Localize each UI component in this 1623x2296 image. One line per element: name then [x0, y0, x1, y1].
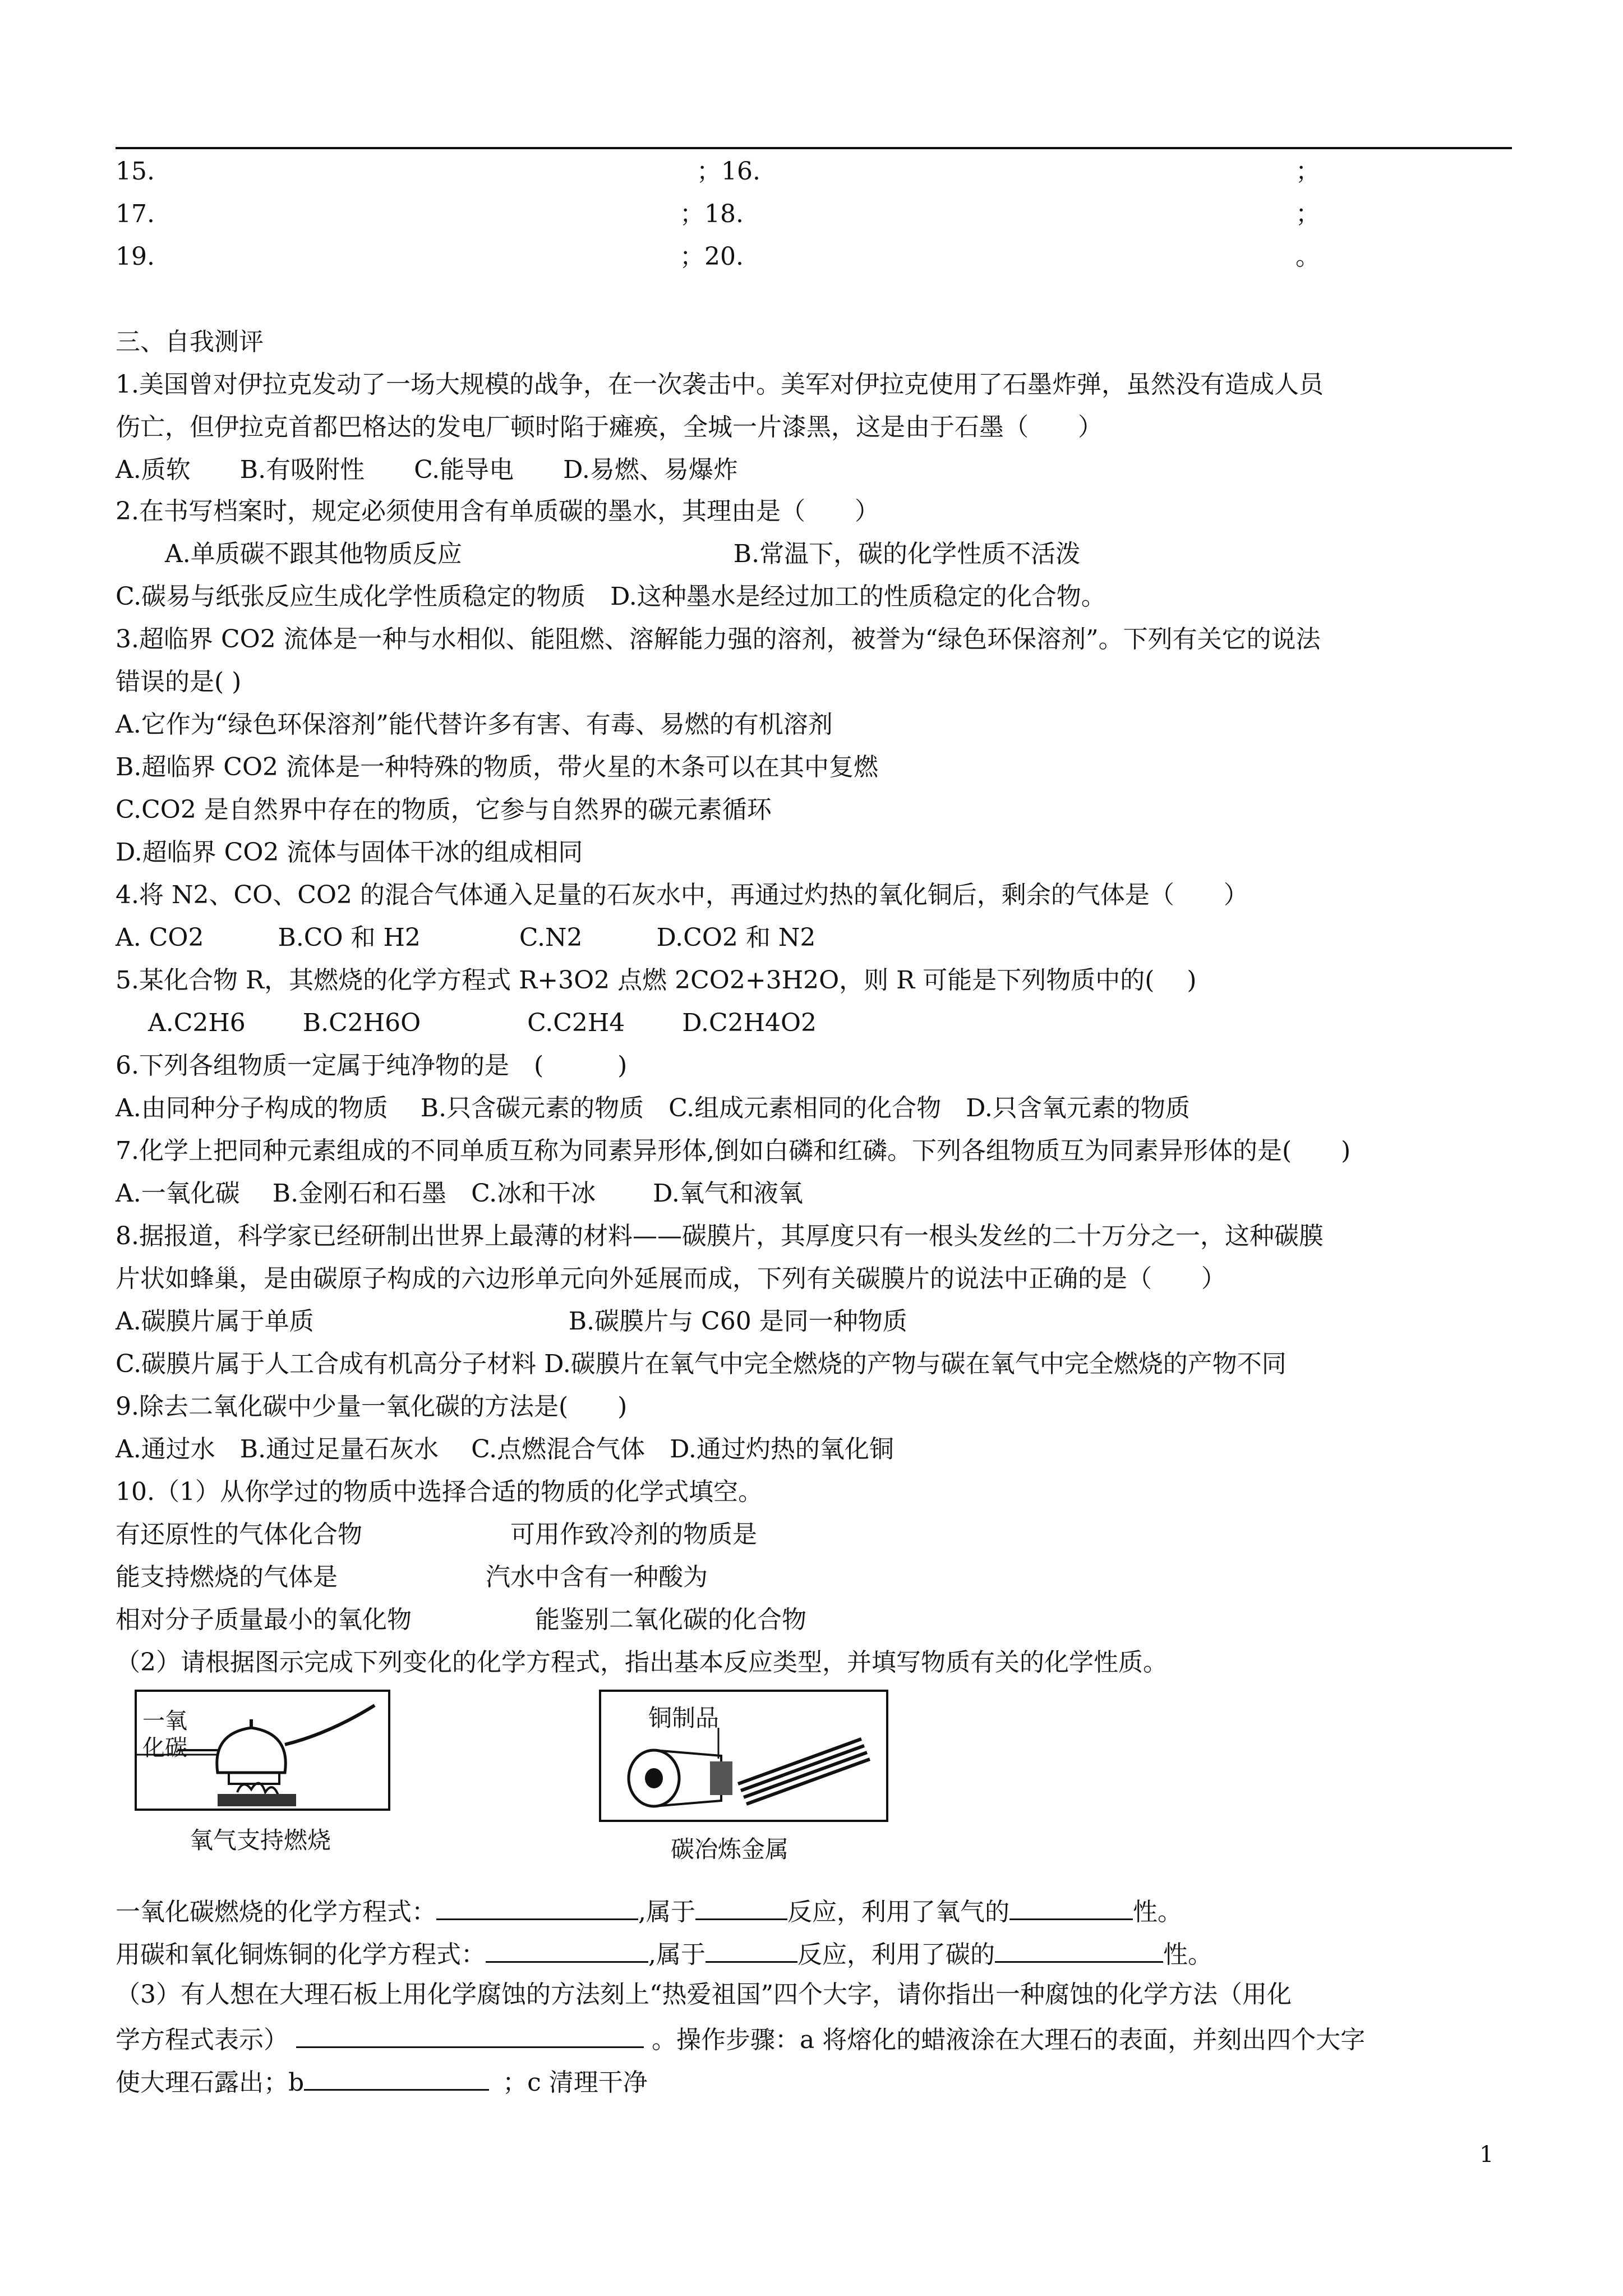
text-line: C.碳膜片属于人工合成有机高分子材料 D.碳膜片在氧气中完全燃烧的产物与碳在氧气中完全燃烧的产物不同 [116, 1350, 1287, 1378]
answer-row [116, 199, 1512, 232]
fill-line-carbon-copper-oxide [116, 1936, 1212, 1971]
text-line: A.它作为“绿色环保溶剂”能代替许多有害、有毒、易燃的有机溶剂 [116, 710, 833, 739]
text-line: 8.据报道，科学家已经研制出世界上最薄的材料——碳膜片，其厚度只有一根头发丝的二十万分之一，这种碳膜 [116, 1222, 1324, 1250]
text-line: A.质软 B.有吸附性 C.能导电 D.易燃、易爆炸 [116, 455, 738, 484]
figure-carbon-smelting [598, 1688, 889, 1863]
section-title: 三、自我测评 [116, 328, 264, 356]
text-line: A. CO2 B.CO 和 H2 C.N2 D.CO2 和 N2 [116, 923, 816, 952]
fill-prefix: 一氧化碳燃烧的化学方程式： [116, 1898, 436, 1926]
text-line: D.超临界 CO2 流体与固体干冰的组成相同 [116, 838, 583, 867]
figure-label-line: 化碳 [142, 1735, 187, 1761]
answer-separator: ；20. [680, 242, 744, 271]
figure-co-burning [133, 1688, 391, 1857]
answer-number: 15. [116, 157, 155, 186]
text-line: C.CO2 是自然界中存在的物质，它参与自然界的碳元素循环 [116, 795, 772, 824]
page-number: 1 [1479, 2142, 1494, 2168]
text-line: 7.化学上把同种元素组成的不同单质互称为同素异形体,倒如白磷和红磷。下列各组物质互为同素异形体的是( ) [116, 1137, 1351, 1165]
answer-separator: ；16. [697, 157, 760, 186]
figure-caption: 氧气支持燃烧 [190, 1826, 331, 1854]
fill-line-part3 [116, 2022, 1365, 2056]
answer-separator: ；18. [680, 200, 744, 228]
top-rule [116, 147, 1512, 149]
text-line: 5.某化合物 R，其燃烧的化学方程式 R+3O2 点燃 2CO2+3H2O，则 R 可能是下列物质中的( ) [116, 966, 1197, 995]
text-line: A.C2H6 B.C2H6O C.C2H4 D.C2H4O2 [116, 1009, 817, 1037]
text-line: 3.超临界 CO2 流体是一种与水相似、能阻燃、溶解能力强的溶剂，被誉为“绿色环保溶剂”。下列有关它的说法 [116, 625, 1321, 654]
fill-line-co-burning [116, 1894, 1182, 1928]
text-line: 6.下列各组物质一定属于纯净物的是 ( ) [116, 1051, 628, 1080]
text-line: 9.除去二氧化碳中少量一氧化碳的方法是( ) [116, 1392, 628, 1421]
text-line: B.超临界 CO2 流体是一种特殊的物质，带火星的木条可以在其中复燃 [116, 753, 879, 781]
fill-text: ,属于 [638, 1898, 695, 1926]
fill-text: 使大理石露出；b [116, 2068, 305, 2097]
text-line: C.碳易与纸张反应生成化学性质稳定的物质 D.这种墨水是经过加工的性质稳定的化合物。 [116, 582, 1106, 611]
fill-end: 性。 [1163, 1940, 1212, 1969]
answer-number: 19. [116, 242, 155, 271]
fill-prefix: 用碳和氧化铜炼铜的化学方程式： [116, 1940, 486, 1969]
text-line: 片状如蜂巢，是由碳原子构成的六边形单元向外延展而成，下列有关碳膜片的说法中正确的是（ ） [116, 1264, 1226, 1293]
answer-end: ； [1295, 157, 1320, 186]
answer-end: 。 [1295, 242, 1320, 271]
reaction-type-blank[interactable] [706, 1936, 797, 1963]
text-line: 错误的是( ) [116, 668, 242, 696]
answer-row [116, 241, 1512, 275]
step-b-blank[interactable] [304, 2064, 489, 2091]
text-line: 相对分子质量最小的氧化物 能鉴别二氧化碳的化合物 [116, 1605, 806, 1634]
text-line: 伤亡，但伊拉克首都巴格达的发电厂顿时陷于瘫痪，全城一片漆黑，这是由于石墨（ ） [116, 413, 1103, 441]
fill-line-step-b [116, 2064, 648, 2099]
figure-label-line: 一氧 [142, 1708, 187, 1734]
answer-number: 17. [116, 200, 155, 228]
equation-blank[interactable] [486, 1936, 648, 1963]
text-line: A.由同种分子构成的物质 B.只含碳元素的物质 C.组成元素相同的化合物 D.只含氧元素的物质 [116, 1094, 1190, 1122]
text-line: （3）有人想在大理石板上用化学腐蚀的方法刻上“热爱祖国”四个大字，请你指出一种腐蚀的化学方法（用化 [116, 1980, 1292, 2009]
text-line: A.单质碳不跟其他物质反应 B.常温下，碳的化学性质不活泼 [116, 540, 1081, 568]
text-line: 有还原性的气体化合物 可用作致冷剂的物质是 [116, 1520, 757, 1549]
carbon-smelting-illustration [598, 1688, 889, 1823]
equation-blank[interactable] [436, 1894, 638, 1920]
property-blank[interactable] [995, 1936, 1163, 1963]
figure-label: 铜制品 [648, 1704, 720, 1732]
property-blank[interactable] [1009, 1894, 1133, 1920]
fill-text: ,属于 [648, 1940, 706, 1969]
text-line: A.通过水 B.通过足量石灰水 C.点燃混合气体 D.通过灼热的氧化铜 [116, 1435, 894, 1464]
figure-caption: 碳冶炼金属 [671, 1835, 789, 1863]
fill-text: 反应，利用了氧气的 [787, 1898, 1009, 1926]
text-line: 能支持燃烧的气体是 汽水中含有一种酸为 [116, 1563, 708, 1591]
text-line: 10.（1）从你学过的物质中选择合适的物质的化学式填空。 [116, 1478, 763, 1506]
text-line: 4.将 N2、CO、CO2 的混合气体通入足量的石灰水中，再通过灼热的氧化铜后，剩余的气体是（ ） [116, 881, 1248, 909]
fill-text: 反应，利用了碳的 [797, 1940, 995, 1969]
text-line: （2）请根据图示完成下列变化的化学方程式，指出基本反应类型，并填写物质有关的化学性质。 [116, 1648, 1168, 1677]
text-line: 1.美国曾对伊拉克发动了一场大规模的战争，在一次袭击中。美军对伊拉克使用了石墨炸弹，虽然没有造成人员 [116, 370, 1324, 399]
reaction-type-blank[interactable] [695, 1894, 787, 1920]
fill-text: ；c 清理干净 [502, 2068, 648, 2097]
answer-end: ； [1295, 200, 1320, 228]
figure-label [142, 1708, 187, 1761]
fill-text: 。操作步骤：a 将熔化的蜡液涂在大理石的表面，并刻出四个大字 [652, 2026, 1366, 2054]
fill-text: 学方程式表示） [116, 2026, 288, 2054]
text-line: 2.在书写档案时，规定必须使用含有单质碳的墨水，其理由是（ ） [116, 497, 879, 526]
fill-end: 性。 [1133, 1898, 1182, 1926]
corrosion-equation-blank[interactable] [296, 2022, 644, 2048]
text-line: A.碳膜片属于单质 B.碳膜片与 C60 是同一种物质 [116, 1307, 907, 1336]
answer-row [116, 156, 1512, 190]
text-line: A.一氧化碳 B.金刚石和石墨 C.冰和干冰 D.氧气和液氧 [116, 1179, 803, 1208]
